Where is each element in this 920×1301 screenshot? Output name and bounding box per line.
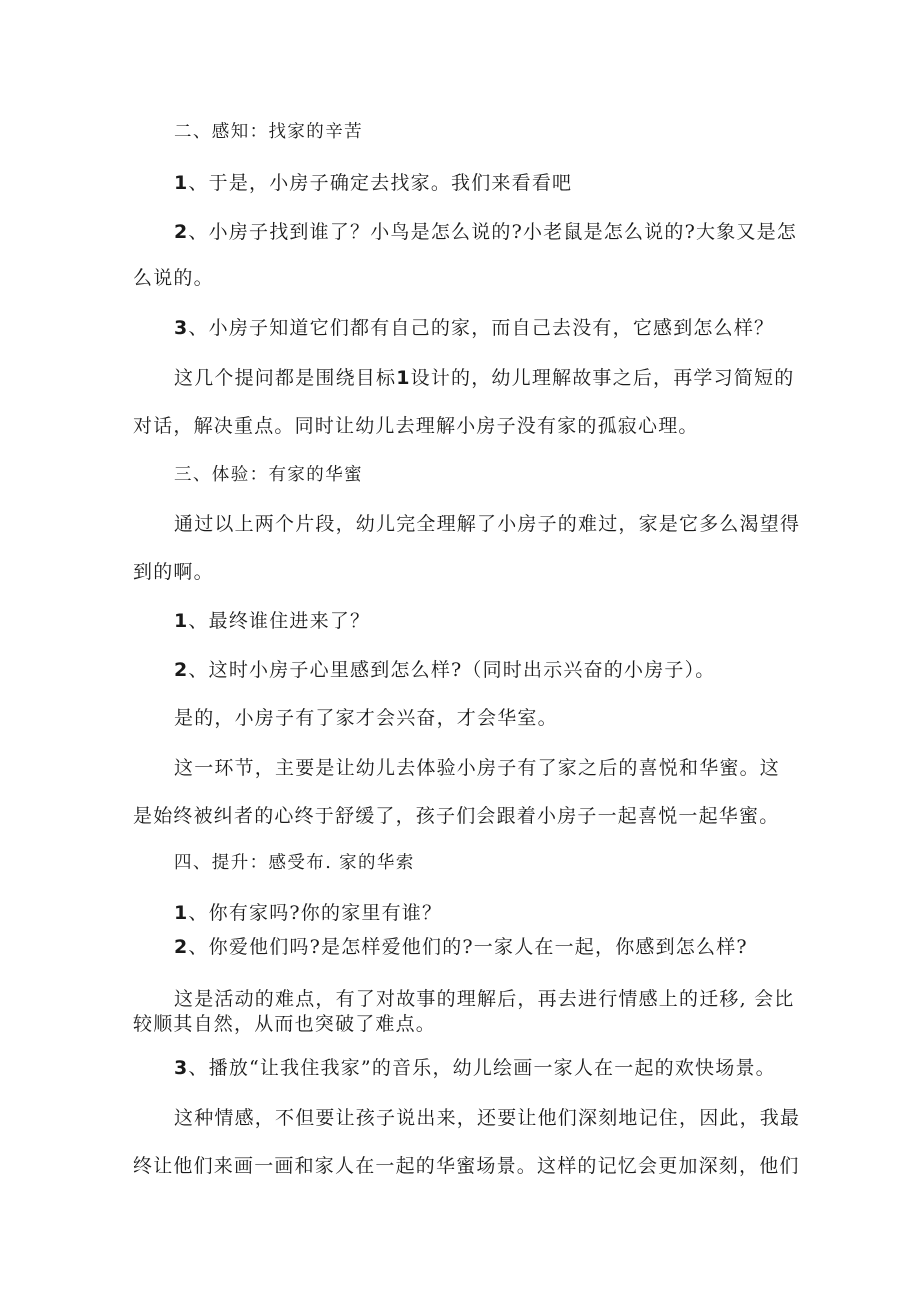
item-text: 、小房子知道它们都有自己的家，而自己去没有，它感到怎么样？ — [188, 317, 775, 339]
list-item — [174, 1056, 776, 1080]
item-number: 2 — [174, 659, 189, 681]
paragraph-continuation: 么说的。 — [133, 267, 214, 289]
item-text: 、你爱他们吗?是怎样爱他们的?一家人在一起，你感到怎么样? — [188, 936, 748, 958]
paragraph-continuation: 较顺其自然，从而也突破了难点。 — [133, 1013, 437, 1035]
paragraph: 是的，小房子有了家才会兴奋，才会华室。 — [174, 707, 558, 729]
list-item — [174, 171, 572, 195]
item-text: 、小房子找到谁了？小鸟是怎么说的?小老鼠是怎么说的?大象又是怎 — [188, 221, 797, 243]
paragraph-continuation: 是始终被纠者的心终于舒缓了，孩子们会跟着小房子一起喜悦一起华蜜。 — [133, 805, 780, 827]
item-number: 1 — [174, 902, 189, 924]
list-item — [174, 220, 797, 244]
item-text: 、你有家吗?你的家里有谁？ — [188, 902, 443, 924]
item-number: 1 — [174, 610, 189, 632]
inline-number: 1 — [396, 367, 411, 389]
paragraph: 这种情感，不但要让孩子说出来，还要让他们深刻地记住，因此，我最 — [174, 1107, 801, 1129]
section-heading-perception: 二、感知：找家的辛苦 — [174, 122, 363, 142]
item-text: 、这时小房子心里感到怎么样?（同时出示兴奋的小房子）。 — [188, 659, 716, 681]
item-text: 、播放“让我住我家”的音乐，幼儿绘画一家人在一起的欢快场景。 — [188, 1057, 776, 1079]
paragraph-continuation: 到的啊。 — [133, 561, 214, 583]
item-number: 3 — [174, 1057, 189, 1079]
paragraph: 这是活动的难点，有了对故事的理解后，再去进行情感上的迁移, 会比 — [174, 988, 795, 1010]
list-item — [174, 316, 774, 340]
paragraph — [174, 366, 794, 390]
item-number: 2 — [174, 221, 189, 243]
section-heading-experience: 三、体验：有家的华蜜 — [174, 465, 363, 485]
list-item — [174, 901, 442, 925]
item-text: 、于是，小房子确定去找家。我们来看看吧 — [188, 172, 573, 194]
list-item — [174, 609, 370, 633]
paragraph: 通过以上两个片段，幼儿完全理解了小房子的难过，家是它多么渴望得 — [174, 513, 801, 535]
paragraph: 这一环节，主要是让幼儿去体验小房子有了家之后的喜悦和华蜜。这 — [174, 757, 781, 779]
paragraph-text: 设计的，幼儿理解故事之后，再学习简短的 — [410, 367, 795, 389]
paragraph-text: 这几个提问都是围绕目标 — [174, 367, 397, 389]
list-item — [174, 658, 716, 682]
section-heading-promotion: 四、提升：感受布. 家的华索 — [174, 853, 415, 873]
item-number: 3 — [174, 317, 189, 339]
item-number: 1 — [174, 172, 189, 194]
paragraph-continuation: 终让他们来画一画和家人在一起的华蜜场景。这样的记忆会更加深刻，他们 — [133, 1155, 800, 1177]
item-text: 、最终谁住进来了？ — [188, 610, 371, 632]
item-number: 2 — [174, 936, 189, 958]
paragraph-continuation: 对话，解决重点。同时让幼儿去理解小房子没有家的孤寂心理。 — [133, 415, 699, 437]
list-item — [174, 935, 748, 959]
